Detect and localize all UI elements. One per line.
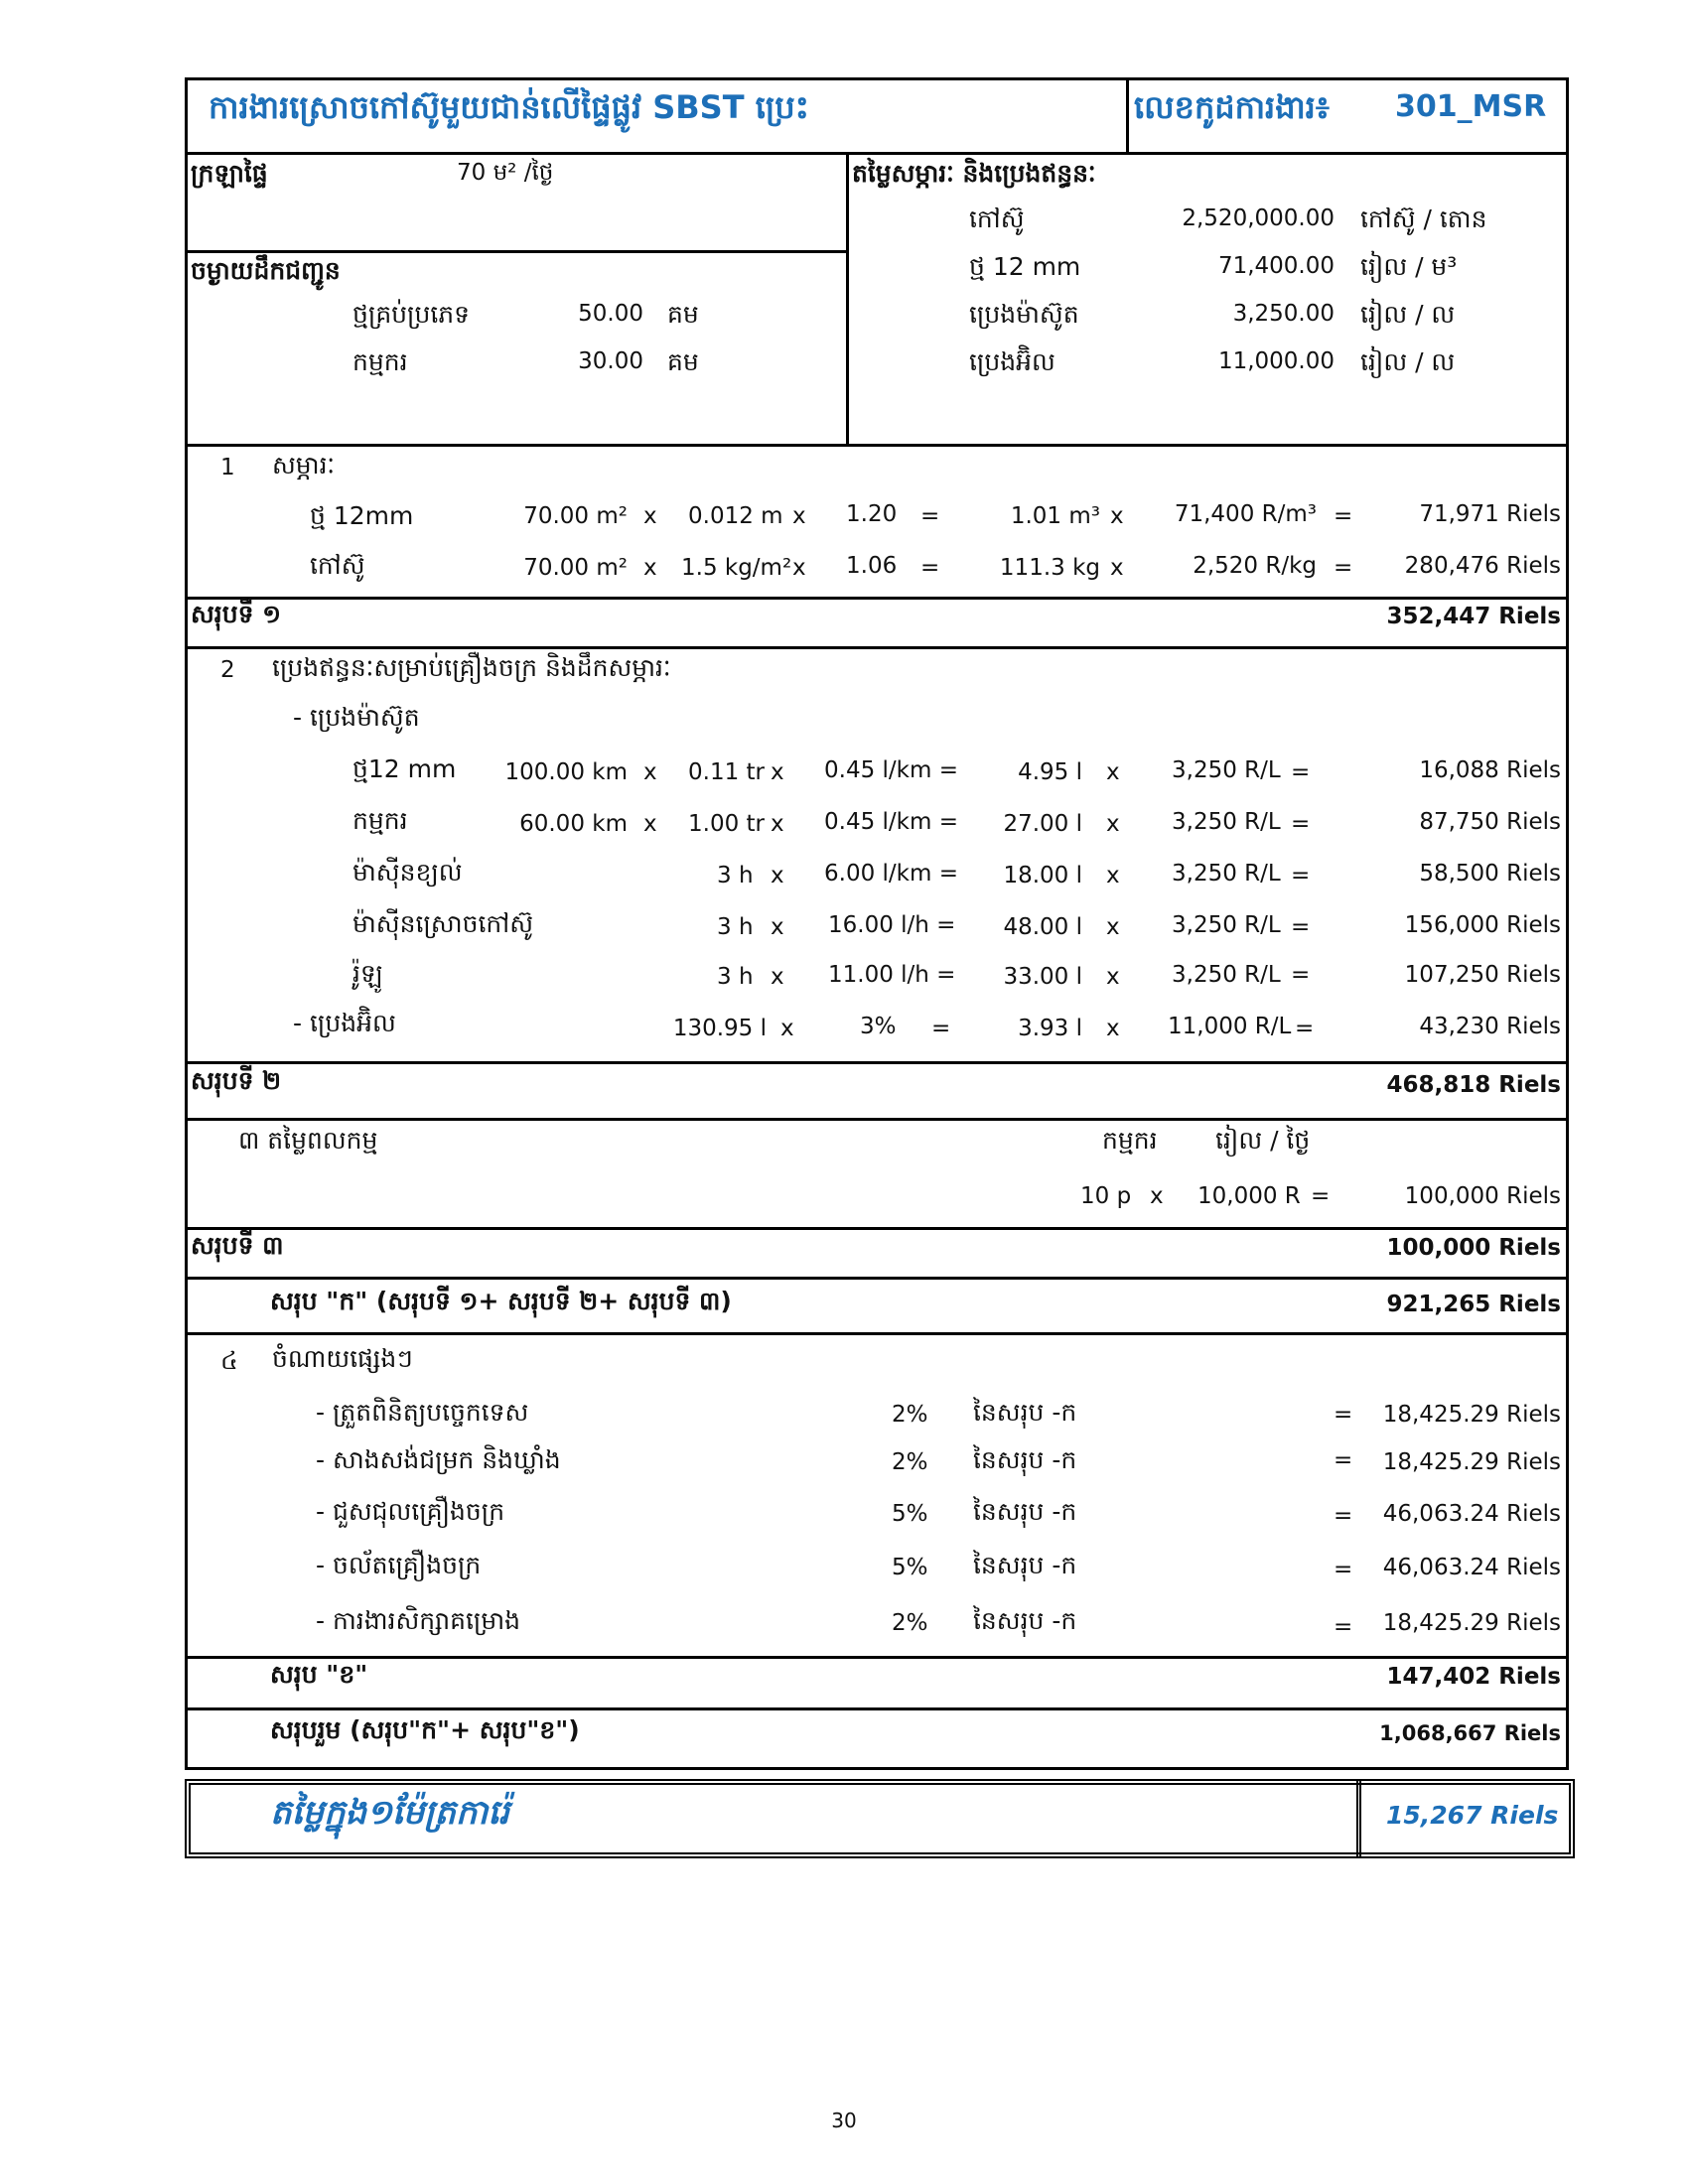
- s2-subtotal-top-line: [185, 1061, 1569, 1064]
- s2-row2-name: កម្មករ: [352, 806, 408, 835]
- section3-title: ៣ តម្លៃពលកម្ម: [238, 1126, 378, 1155]
- s4-row2-of: នៃសរុប -ក: [973, 1445, 1077, 1474]
- s4-row3-pct: 5%: [892, 1501, 928, 1527]
- s2-row2-x3: x: [1106, 811, 1120, 837]
- section4-number: ៤: [220, 1346, 238, 1375]
- grand-total-label: សរុបរួម (សរុប"ក"+ សរុប"ខ"): [270, 1715, 580, 1744]
- s4-row3-of: នៃសរុប -ក: [973, 1497, 1077, 1526]
- grand-total-value: 1,068,667 Riels: [1379, 1721, 1561, 1745]
- section3-col-workers: កម្មករ: [1102, 1126, 1158, 1155]
- s4-row5-value: 18,425.29 Riels: [1382, 1610, 1561, 1636]
- s1-subtotal-top-line: [185, 597, 1569, 600]
- s1-row1-factor: 1.20: [846, 501, 898, 527]
- total-a-label: សរុប "ក" (សរុបទី ១+ សរុបទី ២+ សរុបទី ៣): [270, 1287, 732, 1315]
- distance-unit-stone: គម: [667, 300, 699, 329]
- s4-row5-pct: 2%: [892, 1610, 928, 1636]
- s2-oil-price: 11,000 R/L: [1168, 1014, 1292, 1039]
- total-b-top-line: [185, 1656, 1569, 1659]
- s2-row4-x2: x: [771, 914, 784, 940]
- s1-row1-x3: x: [1110, 503, 1124, 529]
- s4-row5-label: - ការងារសិក្សាគម្រោង: [316, 1606, 521, 1635]
- s2-row1-price: 3,250 R/L: [1172, 757, 1281, 783]
- job-code-label: លេខកូដការងារ៖: [1134, 88, 1330, 126]
- price-unit-stone: រៀល / ម³: [1360, 252, 1458, 281]
- s1-row2-eq2: =: [1334, 555, 1353, 581]
- prices-label: តម្លៃសម្ភារៈ និងប្រេងឥន្ធនៈ: [852, 159, 1096, 188]
- section2-number: 2: [220, 657, 235, 683]
- s2-row2-x1: x: [643, 811, 657, 837]
- s4-row1-label: - ត្រួតពិនិត្យបច្ចេកទេស: [316, 1398, 529, 1427]
- s1-row2-total: 280,476 Riels: [1404, 553, 1561, 579]
- s2-row4-total: 156,000 Riels: [1404, 912, 1561, 938]
- s1-row1-price: 71,400 R/m³: [1174, 501, 1317, 527]
- s1-subtotal-label: សរុបទី ១: [191, 600, 282, 628]
- frame-bottom: [185, 1767, 1569, 1770]
- job-code-value: 301_MSR: [1395, 89, 1547, 124]
- s2-row2-q1: 60.00 km: [519, 811, 628, 837]
- s2-row5-x3: x: [1106, 964, 1120, 990]
- s3-subtotal-bottom-line: [185, 1277, 1569, 1280]
- s2-row1-q2: 0.11 tr: [688, 759, 765, 785]
- price-label-oil: ប្រេងអ៊ិល: [969, 347, 1055, 376]
- s2-row2-eq2: =: [1291, 811, 1311, 837]
- s2-row2-q2: 1.00 tr: [688, 811, 765, 837]
- s2-row1-result: 4.95 l: [1018, 759, 1082, 785]
- s1-row2-q1: 70.00 m²: [523, 555, 628, 581]
- s4-row4-label: - ចល័តគ្រឿងចក្រ: [316, 1551, 482, 1579]
- s2-oil-eq: =: [931, 1016, 951, 1041]
- s2-oil-q1: 130.95 l: [672, 1016, 767, 1041]
- frame-right: [1566, 77, 1569, 1770]
- total-b-value: 147,402 Riels: [1386, 1664, 1561, 1690]
- s4-row4-value: 46,063.24 Riels: [1382, 1555, 1561, 1580]
- diesel-heading: - ប្រេងម៉ាស៊ូត: [293, 703, 420, 732]
- info-divider: [846, 152, 849, 446]
- s4-row1-value: 18,425.29 Riels: [1382, 1402, 1561, 1428]
- s2-row4-name: ម៉ាស៊ីនស្រោចកៅស៊ូ: [352, 909, 534, 938]
- s3-subtotal-top-line: [185, 1227, 1569, 1230]
- s2-row4-x3: x: [1106, 914, 1120, 940]
- s2-row3-rate: 6.00 l/km =: [824, 861, 958, 887]
- total-a-bottom-line: [185, 1332, 1569, 1335]
- price-unit-oil: រៀល / ល: [1360, 347, 1456, 376]
- area-value: 70 ម² /ថ្ងៃ: [457, 160, 554, 186]
- s2-row3-eq2: =: [1291, 863, 1311, 888]
- s3-eq: =: [1311, 1183, 1331, 1209]
- document-title: ការងារស្រោចកៅស៊ូមួយជាន់លើផ្ទៃផ្លូវ SBST ប្រេះ: [209, 88, 809, 126]
- s2-row5-total: 107,250 Riels: [1404, 962, 1561, 988]
- s1-row1-total: 71,971 Riels: [1419, 501, 1561, 527]
- s3-price: 10,000 R: [1197, 1183, 1301, 1209]
- s4-row2-value: 18,425.29 Riels: [1382, 1449, 1561, 1475]
- s2-row1-total: 16,088 Riels: [1419, 757, 1561, 783]
- page-number: 30: [831, 2109, 857, 2132]
- distance-label: ចម្ងាយដឹកជញ្ជូន: [191, 256, 341, 285]
- distance-label-stone: ថ្មគ្រប់ប្រភេទ: [352, 300, 471, 329]
- price-label-diesel: ប្រេងម៉ាស៊ូត: [969, 300, 1079, 329]
- header-bottom-line: [185, 152, 1569, 155]
- s1-row2-x2: x: [792, 555, 806, 581]
- price-label-asphalt: កៅស៊ូ: [969, 205, 1025, 233]
- s1-row1-eq: =: [920, 503, 940, 529]
- s1-row1-name: ថ្ម 12mm: [310, 501, 414, 530]
- s1-row1-q2: 0.012 m: [688, 503, 783, 529]
- price-value-oil: 11,000.00: [1217, 348, 1335, 374]
- s1-row2-x1: x: [643, 555, 657, 581]
- total-b-bottom-line: [185, 1707, 1569, 1710]
- unit-cost-divider: [1356, 1779, 1361, 1858]
- section2-title: ប្រេងឥន្ធនៈសម្រាប់គ្រឿងចក្រ និងដឹកសម្ភារៈ: [272, 653, 671, 682]
- s1-subtotal-value: 352,447 Riels: [1386, 604, 1561, 629]
- s4-row3-label: - ជួសជុលគ្រឿងចក្រ: [316, 1497, 505, 1526]
- s2-subtotal-label: សរុបទី ២: [191, 1066, 282, 1095]
- distance-value-stone: 50.00: [578, 301, 643, 327]
- s3-quantity: 10 p: [1080, 1183, 1132, 1209]
- s1-row2-result: 111.3 kg: [999, 555, 1100, 581]
- price-label-stone: ថ្ម 12 mm: [969, 252, 1081, 281]
- s4-row3-value: 46,063.24 Riels: [1382, 1501, 1561, 1527]
- unit-cost-label: តម្លៃក្នុង១ម៉ែត្រការ៉េ: [270, 1793, 509, 1833]
- s1-row1-x1: x: [643, 503, 657, 529]
- s3-x: x: [1150, 1183, 1164, 1209]
- s2-row3-price: 3,250 R/L: [1172, 861, 1281, 887]
- s1-row1-eq2: =: [1334, 503, 1353, 529]
- section4-title: ចំណាយផ្សេងៗ: [272, 1344, 413, 1373]
- s2-row2-rate: 0.45 l/km =: [824, 809, 958, 835]
- s2-oil-name: - ប្រេងអ៊ិល: [293, 1009, 396, 1037]
- s2-row1-eq2: =: [1291, 759, 1311, 785]
- s2-row4-price: 3,250 R/L: [1172, 912, 1281, 938]
- info-bottom-line: [185, 444, 1569, 447]
- s2-row3-name: ម៉ាស៊ីនខ្យល់: [352, 858, 463, 887]
- s1-row1-q1: 70.00 m²: [523, 503, 628, 529]
- distance-value-workers: 30.00: [578, 348, 643, 374]
- distance-label-workers: កម្មករ: [352, 347, 408, 376]
- s4-row2-eq: =: [1334, 1447, 1353, 1473]
- total-b-label: សរុប "ខ": [270, 1660, 368, 1689]
- s1-row2-name: កៅស៊ូ: [310, 551, 365, 580]
- s1-row2-eq: =: [920, 555, 940, 581]
- s2-row1-q1: 100.00 km: [504, 759, 628, 785]
- s2-row4-eq2: =: [1291, 914, 1311, 940]
- s2-row5-q2: 3 h: [717, 964, 754, 990]
- s2-row5-result: 33.00 l: [1003, 964, 1082, 990]
- frame-top: [185, 77, 1569, 80]
- info-left-split: [185, 250, 848, 253]
- price-value-stone: 71,400.00: [1217, 253, 1335, 279]
- s2-subtotal-value: 468,818 Riels: [1386, 1072, 1561, 1098]
- s2-row2-total: 87,750 Riels: [1419, 809, 1561, 835]
- area-label: ក្រឡាផ្ទៃ: [191, 159, 268, 188]
- s2-oil-pct: 3%: [860, 1014, 897, 1039]
- s2-row4-rate: 16.00 l/h =: [828, 912, 956, 938]
- s4-row2-pct: 2%: [892, 1449, 928, 1475]
- s2-row5-name: រ៉ូឡូ: [352, 959, 383, 988]
- s4-row5-eq: =: [1334, 1614, 1353, 1640]
- s2-row5-price: 3,250 R/L: [1172, 962, 1281, 988]
- s2-row4-result: 48.00 l: [1003, 914, 1082, 940]
- s3-subtotal-label: សរុបទី ៣: [191, 1231, 284, 1260]
- s4-row4-eq: =: [1334, 1557, 1353, 1582]
- s1-row2-q2: 1.5 kg/m²: [681, 555, 792, 581]
- s2-row1-x2: x: [771, 759, 784, 785]
- s2-row1-x1: x: [643, 759, 657, 785]
- s1-row1-x2: x: [792, 503, 806, 529]
- s2-row4-q2: 3 h: [717, 914, 754, 940]
- s2-row3-x3: x: [1106, 863, 1120, 888]
- s2-row3-x2: x: [771, 863, 784, 888]
- s2-row5-eq2: =: [1291, 962, 1311, 988]
- s2-row5-x2: x: [771, 964, 784, 990]
- price-value-diesel: 3,250.00: [1232, 301, 1335, 327]
- s4-row1-of: នៃសរុប -ក: [973, 1398, 1077, 1427]
- s2-row1-name: ថ្ម12 mm: [352, 754, 457, 783]
- s2-row3-total: 58,500 Riels: [1419, 861, 1561, 887]
- s1-row2-price: 2,520 R/kg: [1193, 553, 1317, 579]
- s3-subtotal-value: 100,000 Riels: [1386, 1235, 1561, 1261]
- price-value-asphalt: 2,520,000.00: [1182, 205, 1335, 231]
- s2-row2-price: 3,250 R/L: [1172, 809, 1281, 835]
- s1-row2-x3: x: [1110, 555, 1124, 581]
- s1-row1-result: 1.01 m³: [1010, 503, 1100, 529]
- s4-row5-of: នៃសរុប -ក: [973, 1606, 1077, 1635]
- s4-row1-eq: =: [1334, 1402, 1353, 1428]
- s2-oil-result: 3.93 l: [1018, 1016, 1082, 1041]
- s2-row1-x3: x: [1106, 759, 1120, 785]
- section1-number: 1: [220, 455, 235, 480]
- section1-title: សម្ភារៈ: [272, 451, 336, 479]
- s4-row4-pct: 5%: [892, 1555, 928, 1580]
- total-a-value: 921,265 Riels: [1386, 1292, 1561, 1317]
- s2-oil-total: 43,230 Riels: [1419, 1014, 1561, 1039]
- price-unit-diesel: រៀល / ល: [1360, 300, 1456, 329]
- header-divider: [1126, 77, 1129, 153]
- s2-oil-x1: x: [780, 1016, 794, 1041]
- s1-subtotal-bottom-line: [185, 646, 1569, 649]
- s4-row2-label: - សាងសង់ជម្រក និងឃ្លាំង: [316, 1445, 561, 1474]
- s2-row2-x2: x: [771, 811, 784, 837]
- s2-row5-rate: 11.00 l/h =: [828, 962, 956, 988]
- unit-cost-value: 15,267 Riels: [1386, 1801, 1559, 1830]
- s1-row2-factor: 1.06: [846, 553, 898, 579]
- distance-unit-workers: គម: [667, 347, 699, 376]
- s2-row3-result: 18.00 l: [1003, 863, 1082, 888]
- s2-row1-rate: 0.45 l/km =: [824, 757, 958, 783]
- frame-left: [185, 77, 188, 1770]
- s2-oil-x3: x: [1106, 1016, 1120, 1041]
- s4-row1-pct: 2%: [892, 1402, 928, 1428]
- s4-row3-eq: =: [1334, 1503, 1353, 1529]
- price-unit-asphalt: កៅស៊ូ / តោន: [1360, 205, 1487, 233]
- s2-row2-result: 27.00 l: [1003, 811, 1082, 837]
- s2-oil-eq2: =: [1295, 1016, 1315, 1041]
- s4-row4-of: នៃសរុប -ក: [973, 1551, 1077, 1579]
- s2-row3-q2: 3 h: [717, 863, 754, 888]
- section3-col-rate: រៀល / ថ្ងៃ: [1215, 1126, 1311, 1155]
- s2-subtotal-bottom-line: [185, 1118, 1569, 1121]
- s3-total: 100,000 Riels: [1404, 1183, 1561, 1209]
